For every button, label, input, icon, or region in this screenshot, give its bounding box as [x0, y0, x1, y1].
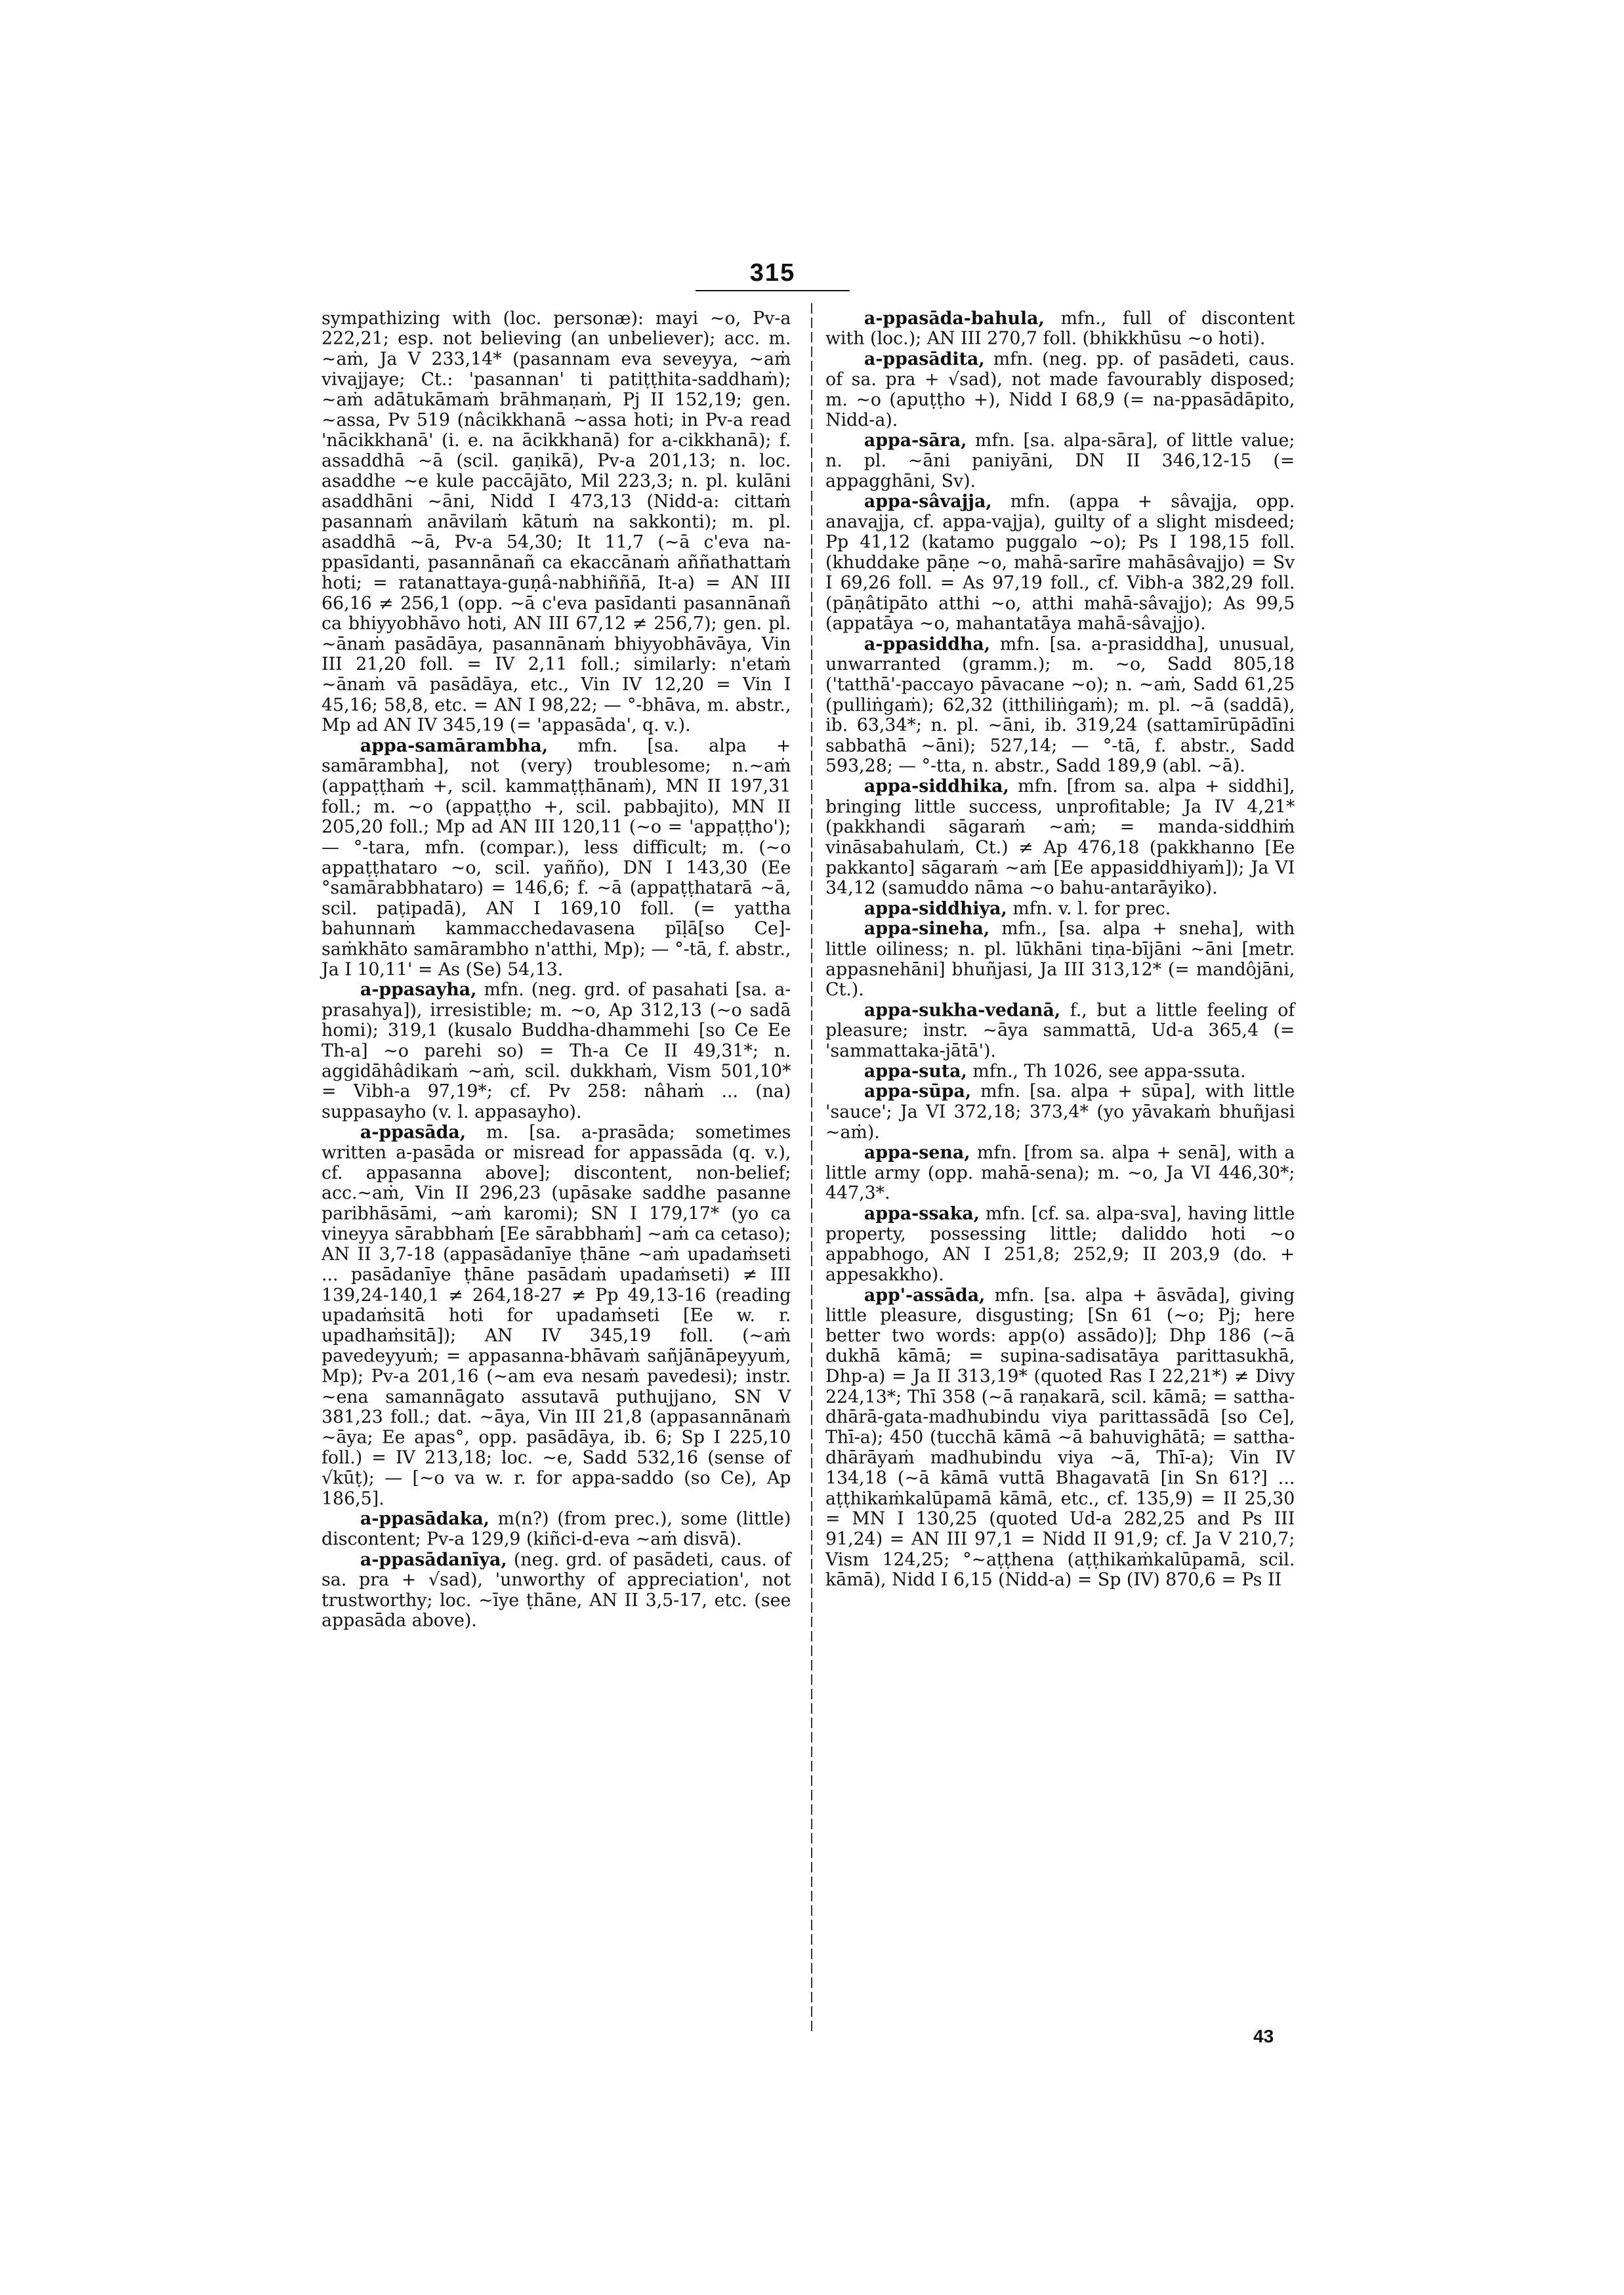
dictionary-entry — [825, 1081, 1295, 1142]
entry-headword: appa-sūpa, — [864, 1081, 972, 1102]
entry-continuation — [322, 308, 791, 735]
dictionary-entry — [825, 776, 1295, 898]
entry-text: mfn. [sa. alpa + āsvāda], giving little pleasure, disgusting; [Sn 61 (~o; Pj; here better two words: app(o) assādo)]; Dhp 186 (~ā dukhā kāmā; = supina-sadisatāya parittasukhā, Dhp-a) = Ja II 313,19* (quoted Ras I 22,21*) ≠ Divy 224,13*; Thī 358 (~ā raṇakarā, scil. kāmā; = sattha-dhārā-gata-madhubindu viya parittassādā [so Ce], Thī-a); 450 (tucchā kāmā ~ā bahuvighātā; = sattha-dhārāyaṁ madhubindu viya ~ā, Thī-a); Vin IV 134,18 (~ā kāmā vuttā Bhagavatā [in Sn 61?] ... aṭṭhikaṁkalūpamā kāmā, etc., cf. 135,9) = II 25,30 = MN I 130,25 (quoted Ud-a 282,25 and Ps III 91,24) = AN III 97,1 = Nidd II 91,9; cf. Ja V 210,7; Vism 124,25; °~aṭṭhena (aṭṭhikaṁkalūpamā, scil. kāmā), Nidd I 6,15 (Nidd-a) = Sp (IV) 870,6 = Ps II — [825, 1284, 1295, 1590]
trailing-page-number: 43 — [1253, 2026, 1274, 2046]
entry-text: mfn. [from sa. alpa + senā], with a little army (opp. mahā-sena); m. ~o, Ja VI 446,30*; 447,3*. — [825, 1142, 1295, 1204]
entry-headword: a-ppasāda, — [360, 1121, 467, 1143]
column-divider — [811, 303, 812, 2032]
entry-text: mfn., Th 1026, see appa-ssuta. — [972, 1060, 1246, 1082]
dictionary-entry — [825, 1000, 1295, 1061]
entry-text: mfn. [sa. alpa + sūpa], with little 'sauce'; Ja VI 372,18; 373,4* (yo yāvakaṁ bhuñjasi ~aṁ). — [825, 1081, 1295, 1143]
dictionary-entry — [825, 1204, 1295, 1285]
entry-text: mfn. [sa. a-prasiddha], unusual, unwarranted (gramm.); m. ~o, Sadd 805,18 ('tatthā'-paccayo pāvacane ~o); n. ~aṁ, Sadd 61,25 (pulliṅgaṁ); 62,32 (itthiliṅgaṁ); m. pl. ~ā (saddā), ib. 63,34*; n. pl. ~āni, ib. 319,24 (sattamīrūpādīni sabbathā ~āni); 527,14; — °-tā, f. abstr., Sadd 593,28; — °-tta, n. abstr., Sadd 189,9 (abl. ~ā). — [825, 633, 1295, 777]
dictionary-entry — [825, 1285, 1295, 1590]
entry-text: mfn. v. l. for prec. — [1012, 898, 1171, 919]
entry-headword: appa-samārambha, — [360, 735, 549, 756]
dictionary-entry — [322, 1122, 791, 1508]
entry-text: mfn. (neg. grd. of pasahati [sa. a-prasahya]), irresistible; m. ~o, Ap 312,13 (~o sadā homi); 319,1 (kusalo Buddha-dhammehi [so Ce Ee Th-a] ~o parehi so) = Th-a Ce II 49,31*; n. aggidāhâdikaṁ ~aṁ, scil. dukkhaṁ, Vism 501,10* = Vibh-a 97,19*; cf. Pv 258: nâhaṁ ... (na) suppasayho (v. l. appasayho). — [322, 979, 791, 1123]
entry-headword: a-ppasāda-bahula, — [864, 308, 1045, 329]
entry-text: mfn. (neg. pp. of pasādeti, caus. of sa. pra + √sad), not made favourably disposed; m. ~o (apuṭṭho +), Nidd I 68,9 (= na-ppasādāpito, Nidd-a). — [825, 348, 1295, 430]
dictionary-entry — [322, 1509, 791, 1550]
entry-headword: appa-sâvajja, — [864, 491, 992, 512]
dictionary-entry — [825, 308, 1295, 349]
dictionary-entry — [825, 919, 1295, 1000]
entry-headword: a-ppasādita, — [864, 348, 985, 369]
page-number-rule — [696, 290, 850, 291]
entry-headword: appa-sena, — [864, 1142, 970, 1163]
dictionary-entry — [825, 430, 1295, 491]
entry-headword: appa-siddhiya, — [864, 898, 1007, 919]
page-number: 315 — [749, 259, 796, 287]
entry-headword: appa-sineha, — [864, 918, 990, 940]
dictionary-entry — [825, 634, 1295, 776]
dictionary-entry — [322, 1550, 791, 1631]
entry-headword: a-ppasiddha, — [864, 633, 991, 654]
entry-text: mfn., [sa. alpa + sneha], with little oiliness; n. pl. lūkhāni tiṇa-bījāni ~āni [metr. appasnehāni] bhuñjasi, Ja III 313,12* (= mandôjāni, Ct.). — [825, 918, 1295, 1001]
entry-text: mfn. [from sa. alpa + siddhi], bringing little success, unprofitable; Ja IV 4,21* (pakkhandi sāgaraṁ ~aṁ; = manda-siddhiṁ vināsabahulaṁ, Ct.) ≠ Ap 476,18 (pakkhanno [Ee pakkanto] sāgaraṁ ~aṁ [Ee appasiddhiyaṁ]); Ja VI 34,12 (samuddo nāma ~o bahu-antarāyiko). — [825, 775, 1295, 899]
dictionary-entry — [322, 980, 791, 1122]
entry-headword: appa-sāra, — [864, 430, 967, 451]
entry-headword: a-ppasādanīya, — [360, 1549, 507, 1570]
entry-text: f., but a little feeling of pleasure; instr. ~āya sammattā, Ud-a 365,4 (= 'sammattaka-jātā'). — [825, 999, 1295, 1062]
entry-text: mfn. [cf. sa. alpa-sva], having little property, possessing little; daliddo hoti ~o appabhogo, AN I 251,8; 252,9; II 203,9 (do. + appesakkho). — [825, 1203, 1295, 1285]
entry-headword: appa-suta, — [864, 1060, 967, 1082]
dictionary-entry — [825, 1061, 1295, 1081]
entry-headword: a-ppasādaka, — [360, 1508, 490, 1529]
left-column — [322, 308, 791, 1631]
dictionary-entry — [825, 349, 1295, 430]
dictionary-entry — [322, 735, 791, 980]
entry-headword: appa-siddhika, — [864, 775, 1009, 797]
entry-headword: appa-ssaka, — [864, 1203, 980, 1224]
entry-text: (neg. grd. of pasādeti, caus. of sa. pra + √sad), 'unworthy of appreciation', not trustworthy; loc. ~īye ṭhāne, AN II 3,5-17, etc. (see appasāda above). — [322, 1549, 791, 1631]
dictionary-entry — [825, 1142, 1295, 1203]
entry-text: mfn. (appa + sâvajja, opp. anavajja, cf. appa-vajja), guilty of a slight misdeed; Pp 41,12 (katamo puggalo ~o); Ps I 198,15 foll. (khuddake pāṇe ~o, mahā-sarīre mahāsâvajjo) = Sv I 69,26 foll. = As 97,19 foll., cf. Vibh-a 382,29 foll. (pāṇâtipāto atthi ~o, atthi mahā-sâvajjo); As 99,5 (appatāya ~o, mahantatāya mahā-sâvajjo). — [825, 491, 1295, 634]
entry-text: m. [sa. a-prasāda; sometimes written a-pasāda or misread for appassāda (q. v.), cf. appasanna above]; discontent, non-belief; acc.~aṁ, Vin II 296,23 (upāsake saddhe pasanne paribhāsāmi, ~aṁ karomi); SN I 179,17* (yo ca vineyya sārabbhaṁ [Ee sārabbhaṁ] ~aṁ ca cetaso); AN II 3,7-18 (appasādanīye ṭhāne ~aṁ upadaṁseti ... pasādanīye ṭhāne pasādaṁ upadaṁseti) ≠ III 139,24-140,1 ≠ 264,18-27 ≠ Pp 49,13-16 (reading upadaṁsitā hoti for upadaṁseti [Ee w. r. upadhaṁsitā]); AN IV 345,19 foll. (~aṁ pavedeyyuṁ; = appasanna-bhāvaṁ sañjānāpeyyuṁ, Mp); Pv-a 201,16 (~am eva nesaṁ pavedesi); instr. ~ena samannāgato assutavā puthujjano, SN V 381,23 foll.; dat. ~āya, Vin III 21,8 (appasannānaṁ ~āya; Ee apas°, opp. pasādāya, ib. 6; Sp I 225,10 foll.) = IV 213,18; loc. ~e, Sadd 532,16 (sense of √kūṭ); — [~o va w. r. for appa-saddo (so Ce), Ap 186,5]. — [322, 1121, 791, 1509]
entry-headword: a-ppasayha, — [360, 979, 477, 1001]
right-column — [825, 308, 1295, 1590]
entry-text: mfn., full of discontent with (loc.); AN III 270,7 foll. (bhikkhūsu ~o hoti). — [825, 308, 1295, 349]
entry-headword: appa-sukha-vedanā, — [864, 999, 1061, 1021]
dictionary-entry — [825, 898, 1295, 919]
entry-text: m(n?) (from prec.), some (little) discontent; Pv-a 129,9 (kiñci-d-eva ~aṁ disvā). — [322, 1508, 791, 1550]
entry-text: sympathizing with (loc. personæ): mayi ~o, Pv-a 222,21; esp. not believing (an unbeliever); acc. m. ~aṁ, Ja V 233,14* (pasannam eva seveyya, ~aṁ vivajjaye; Ct.: 'pasannan' ti patiṭṭhita-saddhaṁ); ~aṁ adātukāmaṁ brāhmaṇaṁ, Pj II 152,19; gen. ~assa, Pv 519 (nâcikkhanā ~assa hoti; in Pv-a read 'nācikkhanā' (i. e. na ācikkhanā) for a-cikkhanā); f. assaddhā ~ā (scil. gaṇikā), Pv-a 201,13; n. loc. asaddhe ~e kule paccājāto, Mil 223,3; n. pl. kulāni asaddhāni ~āni, Nidd I 473,13 (Nidd-a: cittaṁ pasannaṁ anāvilaṁ kātuṁ na sakkonti); m. pl. asaddhā ~ā, Pv-a 54,30; It 11,7 (~ā c'eva na-ppasīdanti, pasannānañ ca ekaccānaṁ aññathattaṁ hoti; = ratanattaya-guṇâ-nabhiññā, It-a) = AN III 66,16 ≠ 256,1 (opp. ~ā c'eva pasīdanti pasannānañ ca bhiyyobhāvo hoti, AN III 67,12 ≠ 256,7); gen. pl. ~ānaṁ pasādāya, pasannānaṁ bhiyyobhāvāya, Vin III 21,20 foll. = IV 2,11 foll.; similarly: n'etaṁ ~ānaṁ vā pasādāya, etc., Vin IV 12,20 = Vin I 45,16; 58,8, etc. = AN I 98,22; — °-bhāva, m. abstr., Mp ad AN IV 345,19 (= 'appasāda', q. v.). — [322, 308, 791, 736]
entry-text: mfn. [sa. alpa + samārambha], not (very) troublesome; n.~aṁ (appaṭṭhaṁ +, scil. kammaṭṭhānaṁ), MN II 197,31 foll.; m. ~o (appaṭṭho +, scil. pabbajito), MN II 205,20 foll.; Mp ad AN III 120,11 (~o = 'appaṭṭho'); — °-tara, mfn. (compar.), less difficult; m. (~o appaṭṭhataro ~o, scil. yañño), DN I 143,30 (Ee °samārabbhataro) = 146,6; f. ~ā (appaṭṭhatarā ~ā, scil. paṭipadā), AN I 169,10 foll. (= yattha bahunnaṁ kammacchedavasena pīḷā[so Ce]-saṁkhāto samārambho n'atthi, Mp); — °-tā, f. abstr., Ja I 10,11' = As (Se) 54,13. — [322, 735, 791, 980]
dictionary-entry — [825, 491, 1295, 634]
entry-text: mfn. [sa. alpa-sāra], of little value; n. pl. ~āni paniyāni, DN II 346,12-15 (= appagghāni, Sv). — [825, 430, 1295, 491]
entry-headword: app'-assāda, — [864, 1284, 986, 1306]
